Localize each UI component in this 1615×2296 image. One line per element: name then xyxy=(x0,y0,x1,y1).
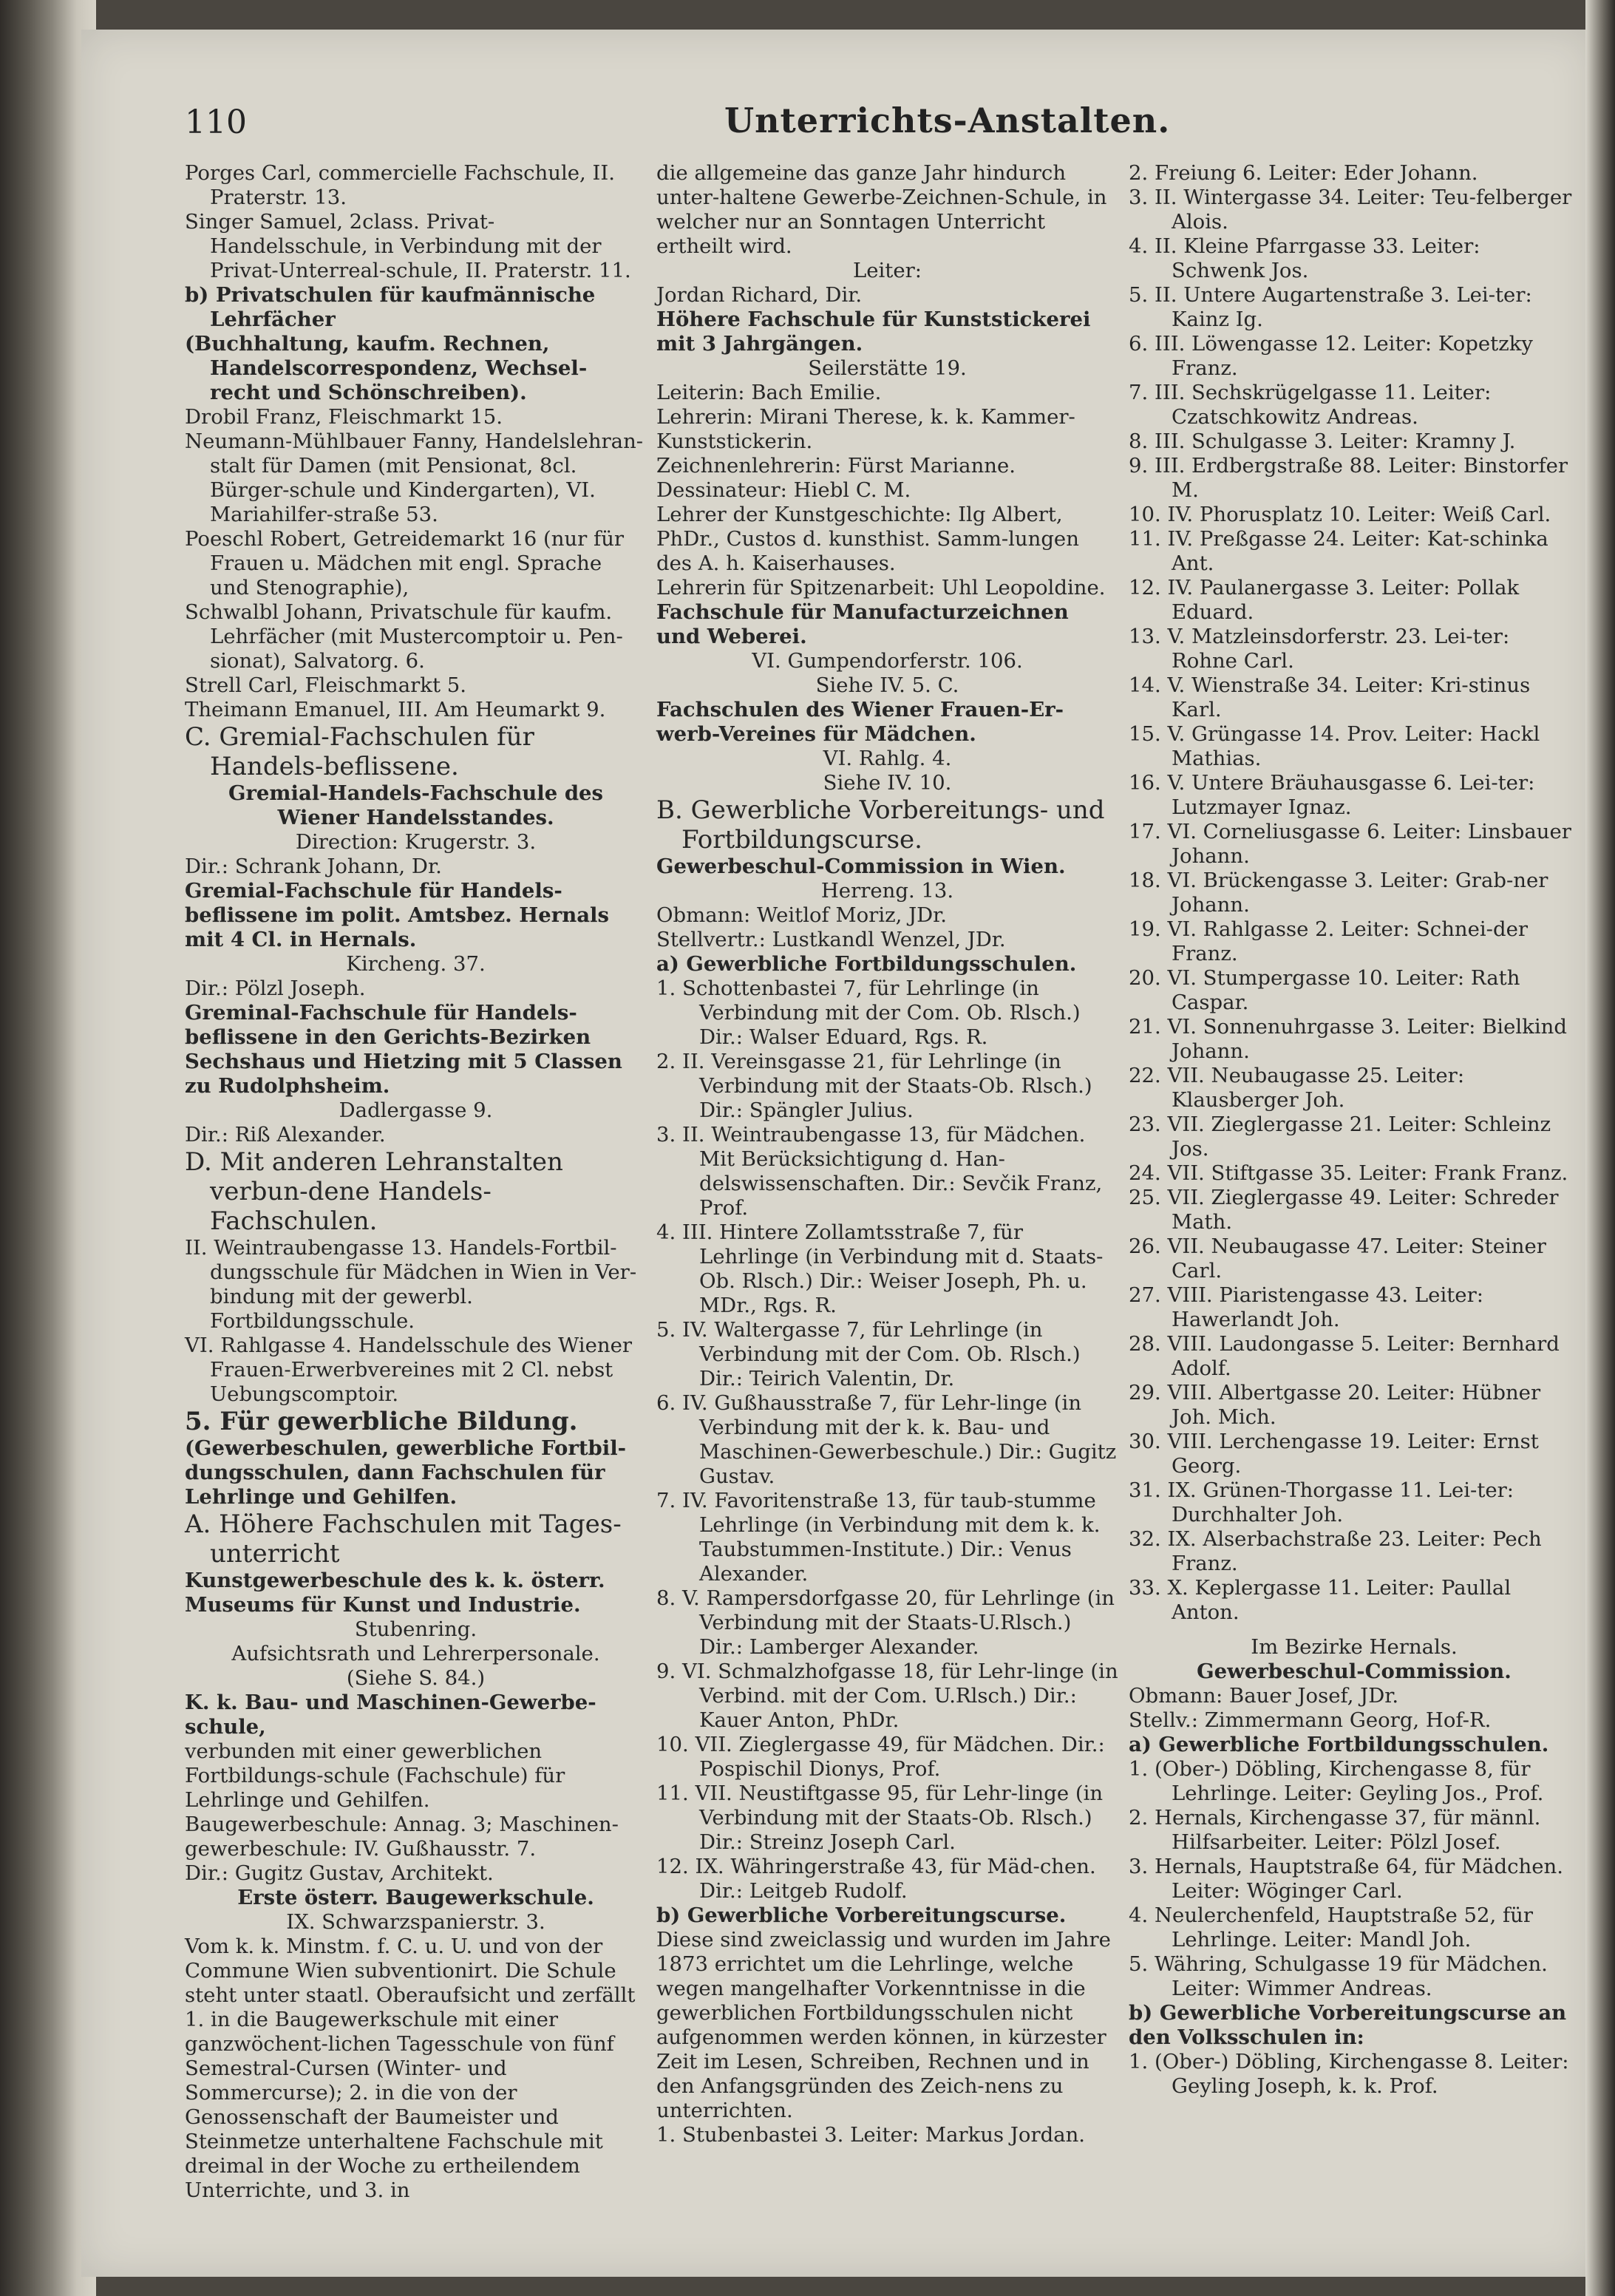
list-item: 2. Freiung 6. Leiter: Eder Johann. xyxy=(1129,161,1478,185)
list-item: 1. (Ober-) Döbling, Kirchengasse 8, für Lehrlinge. Leiter: Geyling Jos., Prof. xyxy=(1129,1757,1544,1805)
list-item: 8. V. Rampersdorfgasse 20, für Lehrlinge (in Verbindung mit der Staats-U.Rlsch.) Dir.: Lamberger Alexander. xyxy=(656,1586,1115,1659)
school-heading: Kunstgewerbeschule des k. k. österr. Museums für Kunst und Industrie. xyxy=(185,1569,605,1617)
entry: Obmann: Weitlof Moriz, JDr. xyxy=(656,903,948,927)
running-title: Unterrichts-Anstalten. xyxy=(724,101,1171,140)
list-item: 24. VII. Stiftgasse 35. Leiter: Frank Franz. xyxy=(1129,1161,1568,1185)
list-item: 17. VI. Corneliusgasse 6. Leiter: Linsbauer Johann. xyxy=(1129,820,1571,868)
column-left xyxy=(185,161,647,2203)
list-item: 26. VII. Neubaugasse 47. Leiter: Steiner Carl. xyxy=(1129,1234,1546,1283)
entry: verbunden mit einer gewerblichen Fortbildungs-schule (Fachschule) für Lehrlinge und Gehilfen. xyxy=(185,1739,565,1812)
section-heading: 5. Für gewerbliche Bildung. xyxy=(185,1407,578,1436)
entry: Zeichnenlehrerin: Fürst Marianne. xyxy=(656,454,1016,478)
list-item: 5. II. Untere Augartenstraße 3. Lei-ter: Kainz Ig. xyxy=(1129,283,1532,331)
list-item: 31. IX. Grünen-Thorgasse 11. Lei-ter: Durchhalter Joh. xyxy=(1129,1478,1514,1526)
list-item: 30. VIII. Lerchengasse 19. Leiter: Ernst Georg. xyxy=(1129,1430,1539,1478)
section-heading: b) Privatschulen für kaufmännische Lehrfächer xyxy=(185,283,596,331)
list-item: 6. IV. Gußhausstraße 7, für Lehr-linge (in Verbindung mit der k. k. Bau- und Maschinen-Gewerbeschule.) Dir.: Gugitz Gustav. xyxy=(656,1391,1117,1488)
section-heading: C. Gremial-Fachschulen für Handels-beflissene. xyxy=(185,722,534,781)
entry: Stellv.: Zimmermann Georg, Hof-R. xyxy=(1129,1708,1492,1732)
list-item: 12. IV. Paulanergasse 3. Leiter: Pollak Eduard. xyxy=(1129,576,1520,624)
section-subheading: a) Gewerbliche Fortbildungsschulen. xyxy=(1129,1733,1549,1756)
entry: Leiterin: Bach Emilie. xyxy=(656,381,882,404)
page-right-edge xyxy=(1585,0,1615,2296)
address: VI. Gumpendorferstr. 106. xyxy=(752,649,1023,673)
list-item: 19. VI. Rahlgasse 2. Leiter: Schnei-der Franz. xyxy=(1129,917,1528,965)
note: Siehe IV. 10. xyxy=(823,771,952,795)
column-middle xyxy=(656,161,1118,2147)
description: die allgemeine das ganze Jahr hindurch unter-haltene Gewerbe-Zeichnen-Schule, in welcher nur an Sonntagen Unterricht ertheilt wird. xyxy=(656,161,1107,258)
address: VI. Rahlg. 4. xyxy=(823,747,952,770)
list-item: 32. IX. Alserbachstraße 23. Leiter: Pech Franz. xyxy=(1129,1527,1542,1575)
school-heading: Gewerbeschul-Commission in Wien. xyxy=(656,855,1066,878)
list-item: 4. Neulerchenfeld, Hauptstraße 52, für Lehrlinge. Leiter: Mandl Joh. xyxy=(1129,1903,1534,1952)
entry: (Buchhaltung, kaufm. Rechnen, Handelscorrespondenz, Wechsel-recht und Schönschreiben). xyxy=(185,332,588,404)
list-item: 11. IV. Preßgasse 24. Leiter: Kat-schinka Ant. xyxy=(1129,527,1548,575)
address: Dadlergasse 9. xyxy=(339,1098,493,1122)
entry: Strell Carl, Fleischmarkt 5. xyxy=(185,673,466,697)
description: Diese sind zweiclassig und wurden im Jahre 1873 errichtet um die Lehrlinge, welche wegen mangelhafter Vorkenntnisse in die gewerblichen Fortbildungsschulen nicht aufgenommen werden können, in kürzester Zeit im Lesen, Schreiben, Rechnen und in den Anfangsgründen des Zeich-nens zu unterrichten. xyxy=(656,1928,1111,2122)
list-item: 27. VIII. Piaristengasse 43. Leiter: Hawerlandt Joh. xyxy=(1129,1283,1483,1331)
section-heading: A. Höhere Fachschulen mit Tages-unterricht xyxy=(185,1509,622,1569)
list-item: 11. VII. Neustiftgasse 95, für Lehr-linge (in Verbindung mit der Staats-Ob. Rlsch.) Dir.: Streinz Joseph Carl. xyxy=(656,1782,1104,1854)
entry: Theimann Emanuel, III. Am Heumarkt 9. xyxy=(185,698,606,721)
list-item: 20. VI. Stumpergasse 10. Leiter: Rath Caspar. xyxy=(1129,966,1520,1014)
list-item: 29. VIII. Albertgasse 20. Leiter: Hübner Joh. Mich. xyxy=(1129,1381,1541,1429)
section-subheading: a) Gewerbliche Fortbildungsschulen. xyxy=(656,952,1077,976)
list-item: 14. V. Wienstraße 34. Leiter: Kri-stinus Karl. xyxy=(1129,673,1531,721)
list-item: 15. V. Grüngasse 14. Prov. Leiter: Hackl Mathias. xyxy=(1129,722,1540,770)
school-heading: Fachschule für Manufacturzeichnen und Weberei. xyxy=(656,600,1069,648)
entry: Drobil Franz, Fleischmarkt 15. xyxy=(185,405,503,429)
list-item: 25. VII. Zieglergasse 49. Leiter: Schreder Math. xyxy=(1129,1186,1559,1234)
director: Dir.: Riß Alexander. xyxy=(185,1123,386,1147)
column-right xyxy=(1129,161,1580,2099)
list-item: 2. Hernals, Kirchengasse 37, für männl. Hilfsarbeiter. Leiter: Pölzl Josef. xyxy=(1129,1806,1541,1854)
list-item: 7. III. Sechskrügelgasse 11. Leiter: Czatschkowitz Andreas. xyxy=(1129,381,1492,429)
list-item: 3. II. Weintraubengasse 13, für Mädchen. Mit Berücksichtigung d. Han-delswissenschaften. Dir.: Sevčik Franz, Prof. xyxy=(656,1123,1103,1220)
list-item: 8. III. Schulgasse 3. Leiter: Kramny J. xyxy=(1129,429,1516,453)
list-item: 7. IV. Favoritenstraße 13, für taub-stumme Lehrlinge (in Verbindung mit dem k. k. Taubstummen-Institute.) Dir.: Venus Alexander. xyxy=(656,1489,1101,1586)
list-item: 23. VII. Zieglergasse 21. Leiter: Schleinz Jos. xyxy=(1129,1113,1551,1161)
address: Herreng. 13. xyxy=(820,879,954,903)
school-heading: Greminal-Fachschule für Handels-beflissene in den Gerichts-Bezirken Sechshaus und Hietzing mit 5 Classen zu Rudolphsheim. xyxy=(185,1001,622,1098)
address: Seilerstätte 19. xyxy=(808,356,967,380)
section-heading: B. Gewerbliche Vorbereitungs- und Fortbildungscurse. xyxy=(656,795,1105,855)
address: IX. Schwarzspanierstr. 3. xyxy=(286,1910,545,1934)
section-heading: Im Bezirke Hernals. xyxy=(1251,1635,1458,1659)
note: Aufsichtsrath und Lehrerpersonale. xyxy=(231,1642,600,1665)
list-item: 4. II. Kleine Pfarrgasse 33. Leiter: Schwenk Jos. xyxy=(1129,234,1480,282)
address: Kircheng. 37. xyxy=(346,952,486,976)
school-heading: Gremial-Handels-Fachschule des Wiener Handelsstandes. xyxy=(228,781,604,829)
school-heading: Gewerbeschul-Commission. xyxy=(1197,1660,1512,1683)
school-heading: Gremial-Fachschule für Handels-beflissene im polit. Amtsbez. Hernals mit 4 Cl. in Hernals. xyxy=(185,879,609,951)
list-item: 10. IV. Phorusplatz 10. Leiter: Weiß Carl. xyxy=(1129,503,1551,526)
section-subheading: (Gewerbeschulen, gewerbliche Fortbil-dungsschulen, dann Fachschulen für Lehrlinge und Gehilfen. xyxy=(185,1436,627,1509)
list-item: 22. VII. Neubaugasse 25. Leiter: Klausberger Joh. xyxy=(1129,1064,1465,1112)
address: Stubenring. xyxy=(354,1617,477,1641)
school-heading: Fachschulen des Wiener Frauen-Er-werb-Vereines für Mädchen. xyxy=(656,698,1064,746)
entry: Stellvertr.: Lustkandl Wenzel, JDr. xyxy=(656,928,1006,951)
director: Dir.: Schrank Johann, Dr. xyxy=(185,855,442,878)
list-item: 16. V. Untere Bräuhausgasse 6. Lei-ter: Lutzmayer Ignaz. xyxy=(1129,771,1535,819)
list-item: 13. V. Matzleinsdorferstr. 23. Lei-ter: Rohne Carl. xyxy=(1129,625,1510,673)
list-item: 10. VII. Zieglergasse 49, für Mädchen. Dir.: Pospischil Dionys, Prof. xyxy=(656,1733,1105,1781)
entry: VI. Rahlgasse 4. Handelsschule des Wiener Frauen-Erwerbvereines mit 2 Cl. nebst Uebungscomptoir. xyxy=(185,1334,632,1406)
entry: Dessinateur: Hiebl C. M. xyxy=(656,478,911,502)
entry: Singer Samuel, 2class. Privat-Handelsschule, in Verbindung mit der Privat-Unterreal-schule, II. Praterstr. 11. xyxy=(185,210,631,282)
list-item: 21. VI. Sonnenuhrgasse 3. Leiter: Bielkind Johann. xyxy=(1129,1015,1567,1063)
list-item: 3. II. Wintergasse 34. Leiter: Teu-felberger Alois. xyxy=(1129,186,1572,234)
list-item: 5. Währing, Schulgasse 19 für Mädchen. Leiter: Wimmer Andreas. xyxy=(1129,1952,1548,2000)
list-item: 9. VI. Schmalzhofgasse 18, für Lehr-linge (in Verbind. mit der Com. U.Rlsch.) Dir.: Kauer Anton, PhDr. xyxy=(656,1660,1118,1732)
entry: Poeschl Robert, Getreidemarkt 16 (nur für Frauen u. Mädchen mit engl. Sprache und Stenographie), xyxy=(185,527,625,600)
entry: Obmann: Bauer Josef, JDr. xyxy=(1129,1684,1399,1708)
note: Siehe IV. 5. C. xyxy=(815,673,959,697)
note: (Siehe S. 84.) xyxy=(346,1666,486,1690)
entry: Neumann-Mühlbauer Fanny, Handelslehran-stalt für Damen (mit Pensionat, 8cl. Bürger-schule und Kindergarten), VI. Mariahilfer-straße 53. xyxy=(185,429,644,526)
entry: Jordan Richard, Dir. xyxy=(656,283,863,307)
director: Dir.: Gugitz Gustav, Architekt. xyxy=(185,1861,494,1885)
list-item: 1. Stubenbastei 3. Leiter: Markus Jordan. xyxy=(656,2123,1086,2147)
entry: Baugewerbeschule: Annag. 3; Maschinen-gewerbeschule: IV. Gußhausstr. 7. xyxy=(185,1813,619,1861)
director: Dir.: Pölzl Joseph. xyxy=(185,977,366,1000)
section-subheading: b) Gewerbliche Vorbereitungscurse. xyxy=(656,1903,1067,1927)
label: Leiter: xyxy=(852,259,922,282)
school-heading: Erste österr. Baugewerkschule. xyxy=(237,1886,594,1909)
school-heading: Höhere Fachschule für Kunststickerei mit 3 Jahrgängen. xyxy=(656,308,1091,356)
description: Vom k. k. Minstm. f. C. u. U. und von der Commune Wien subventionirt. Die Schule steht unter staatl. Oberaufsicht und zerfällt 1. in die Baugewerkschule mit einer ganzwöchent-lichen Tagesschule von fünf Semestral-Cursen (Winter- und Sommercurse); 2. in die von der Genossenschaft der Baumeister und Steinmetze unterhaltene Fachschule mit dreimal in der Woche zu ertheilendem Unterrichte, und 3. in xyxy=(185,1935,636,2202)
list-item: 4. III. Hintere Zollamtsstraße 7, für Lehrlinge (in Verbindung mit d. Staats-Ob. Rlsch.) Dir.: Weiser Joseph, Ph. u. MDr., Rgs. R. xyxy=(656,1220,1104,1317)
list-item: 3. Hernals, Hauptstraße 64, für Mädchen. Leiter: Wöginger Carl. xyxy=(1129,1855,1563,1903)
entry: Lehrer der Kunstgeschichte: Ilg Albert, PhDr., Custos d. kunsthist. Samm-lungen des A. h. Kaiserhauses. xyxy=(656,503,1079,575)
entry: Porges Carl, commercielle Fachschule, II. Praterstr. 13. xyxy=(185,161,615,209)
entry: Schwalbl Johann, Privatschule für kaufm. Lehrfächer (mit Mustercomptoir u. Pen-sionat), Salvatorg. 6. xyxy=(185,600,623,673)
list-item: 2. II. Vereinsgasse 21, für Lehrlinge (in Verbindung mit der Staats-Ob. Rlsch.) Dir.: Spängler Julius. xyxy=(656,1050,1092,1122)
list-item: 33. X. Keplergasse 11. Leiter: Paullal Anton. xyxy=(1129,1576,1512,1624)
section-subheading: b) Gewerbliche Vorbereitungscurse an den Volksschulen in: xyxy=(1129,2001,1567,2049)
entry: Lehrerin: Mirani Therese, k. k. Kammer-Kunststickerin. xyxy=(656,405,1075,453)
list-item: 5. IV. Waltergasse 7, für Lehrlinge (in Verbindung mit der Com. Ob. Rlsch.) Dir.: Teirich Valentin, Dr. xyxy=(656,1318,1081,1390)
section-heading: D. Mit anderen Lehranstalten verbun-dene Handels-Fachschulen. xyxy=(185,1147,563,1236)
list-item: 28. VIII. Laudongasse 5. Leiter: Bernhard Adolf. xyxy=(1129,1332,1560,1380)
entry: II. Weintraubengasse 13. Handels-Fortbil-dungsschule für Mädchen in Wien in Ver-bindung mit der gewerbl. Fortbildungsschule. xyxy=(185,1236,637,1333)
list-item: 18. VI. Brückengasse 3. Leiter: Grab-ner Johann. xyxy=(1129,869,1548,917)
list-item: 9. III. Erdbergstraße 88. Leiter: Binstorfer M. xyxy=(1129,454,1568,502)
list-item: 6. III. Löwengasse 12. Leiter: Kopetzky Franz. xyxy=(1129,332,1533,380)
list-item: 1. (Ober-) Döbling, Kirchengasse 8. Leiter: Geyling Joseph, k. k. Prof. xyxy=(1129,2050,1569,2098)
list-item: 1. Schottenbastei 7, für Lehrlinge (in Verbindung mit der Com. Ob. Rlsch.) Dir.: Walser Eduard, Rgs. R. xyxy=(656,977,1081,1049)
list-item: 12. IX. Währingerstraße 43, für Mäd-chen. Dir.: Leitgeb Rudolf. xyxy=(656,1855,1096,1903)
page-number: 110 xyxy=(185,103,247,141)
address: Direction: Krugerstr. 3. xyxy=(295,830,537,854)
school-heading: K. k. Bau- und Maschinen-Gewerbe-schule, xyxy=(185,1691,596,1739)
entry: Lehrerin für Spitzenarbeit: Uhl Leopoldine. xyxy=(656,576,1106,600)
